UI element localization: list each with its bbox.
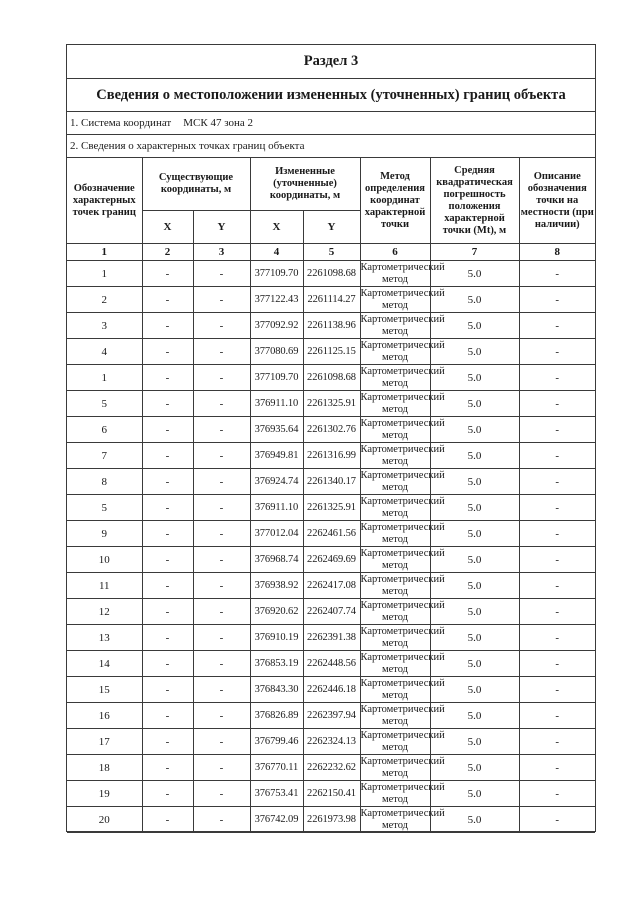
existing-x-cell: - <box>142 417 193 443</box>
description-cell: - <box>519 573 595 599</box>
table-row <box>67 677 595 703</box>
accuracy-cell: 5.0 <box>430 313 519 339</box>
table-row <box>67 625 595 651</box>
changed-x-cell: 377109.70 <box>250 261 303 287</box>
changed-x-cell: 376753.41 <box>250 781 303 807</box>
description-cell: - <box>519 729 595 755</box>
table-row <box>67 443 595 469</box>
table-row <box>67 521 595 547</box>
existing-y-cell: - <box>193 599 250 625</box>
existing-x-cell: - <box>142 573 193 599</box>
changed-x-cell: 376938.92 <box>250 573 303 599</box>
existing-y-cell: - <box>193 703 250 729</box>
accuracy-cell: 5.0 <box>430 339 519 365</box>
table-row <box>67 573 595 599</box>
changed-y-cell: 2262469.69 <box>303 547 360 573</box>
existing-x-cell: - <box>142 703 193 729</box>
existing-y-cell: - <box>193 677 250 703</box>
changed-x-cell: 376935.64 <box>250 417 303 443</box>
existing-x-cell: - <box>142 677 193 703</box>
table-row <box>67 313 595 339</box>
description-cell: - <box>519 365 595 391</box>
accuracy-cell: 5.0 <box>430 443 519 469</box>
accuracy-cell: 5.0 <box>430 547 519 573</box>
column-number: 6 <box>360 244 430 261</box>
method-cell: Картометрический метод <box>360 392 445 415</box>
existing-y-cell: - <box>193 781 250 807</box>
description-cell: - <box>519 625 595 651</box>
changed-x-cell: 376924.74 <box>250 469 303 495</box>
method-cell: Картометрический метод <box>360 808 445 831</box>
description-cell: - <box>519 755 595 781</box>
existing-x-cell: - <box>142 339 193 365</box>
changed-y-cell: 2262150.41 <box>303 781 360 807</box>
description-cell: - <box>519 599 595 625</box>
table-row <box>67 261 595 287</box>
description-cell: - <box>519 287 595 313</box>
point-number-cell: 5 <box>67 495 142 521</box>
table-row <box>67 469 595 495</box>
existing-y-cell: - <box>193 521 250 547</box>
column-number: 1 <box>67 244 142 261</box>
existing-y-cell: - <box>193 261 250 287</box>
existing-y-cell: - <box>193 495 250 521</box>
header-changed-coords: Измененные (уточненные) координаты, м <box>250 158 360 211</box>
existing-x-cell: - <box>142 443 193 469</box>
existing-x-cell: - <box>142 651 193 677</box>
method-cell: Картометрический метод <box>360 314 445 337</box>
changed-y-cell: 2261098.68 <box>303 261 360 287</box>
changed-x-cell: 376853.19 <box>250 651 303 677</box>
changed-y-cell: 2262391.38 <box>303 625 360 651</box>
point-number-cell: 16 <box>67 703 142 729</box>
changed-y-cell: 2262446.18 <box>303 677 360 703</box>
table-row <box>67 755 595 781</box>
existing-x-cell: - <box>142 365 193 391</box>
changed-y-cell: 2261302.76 <box>303 417 360 443</box>
changed-y-cell: 2261325.91 <box>303 391 360 417</box>
object-title: Сведения о местоположении измененных (уточненных) границ объекта <box>67 79 595 112</box>
method-cell: Картометрический метод <box>360 678 445 701</box>
existing-y-cell: - <box>193 807 250 833</box>
changed-y-cell: 2262417.08 <box>303 573 360 599</box>
column-number: 7 <box>430 244 519 261</box>
description-cell: - <box>519 703 595 729</box>
changed-x-cell: 376949.81 <box>250 443 303 469</box>
table-row <box>67 729 595 755</box>
table-row <box>67 703 595 729</box>
accuracy-cell: 5.0 <box>430 261 519 287</box>
existing-y-cell: - <box>193 625 250 651</box>
accuracy-cell: 5.0 <box>430 755 519 781</box>
changed-y-cell: 2261325.91 <box>303 495 360 521</box>
changed-y-cell: 2262397.94 <box>303 703 360 729</box>
existing-y-cell: - <box>193 313 250 339</box>
existing-y-cell: - <box>193 365 250 391</box>
point-number-cell: 17 <box>67 729 142 755</box>
existing-x-cell: - <box>142 287 193 313</box>
changed-x-cell: 376826.89 <box>250 703 303 729</box>
point-number-cell: 18 <box>67 755 142 781</box>
existing-y-cell: - <box>193 417 250 443</box>
table-row <box>67 781 595 807</box>
existing-x-cell: - <box>142 261 193 287</box>
description-cell: - <box>519 469 595 495</box>
point-number-cell: 7 <box>67 443 142 469</box>
accuracy-cell: 5.0 <box>430 599 519 625</box>
points-caption: 2. Сведения о характерных точках границ объекта <box>67 135 595 158</box>
accuracy-cell: 5.0 <box>430 573 519 599</box>
existing-x-cell: - <box>142 807 193 833</box>
accuracy-cell: 5.0 <box>430 521 519 547</box>
changed-y-cell: 2261973.98 <box>303 807 360 833</box>
changed-x-cell: 376920.62 <box>250 599 303 625</box>
changed-y-cell: 2261125.15 <box>303 339 360 365</box>
changed-x-cell: 377122.43 <box>250 287 303 313</box>
accuracy-cell: 5.0 <box>430 417 519 443</box>
accuracy-cell: 5.0 <box>430 391 519 417</box>
table-row <box>67 391 595 417</box>
table-row <box>67 651 595 677</box>
changed-y-cell: 2262324.13 <box>303 729 360 755</box>
accuracy-cell: 5.0 <box>430 703 519 729</box>
method-cell: Картометрический метод <box>360 288 445 311</box>
document-page <box>66 44 596 832</box>
boundary-points-table <box>67 158 595 833</box>
column-number: 4 <box>250 244 303 261</box>
description-cell: - <box>519 391 595 417</box>
changed-x-cell: 377080.69 <box>250 339 303 365</box>
header-existing-coords: Существующие координаты, м <box>142 158 250 211</box>
existing-y-cell: - <box>193 469 250 495</box>
method-cell: Картометрический метод <box>360 548 445 571</box>
changed-x-cell: 376843.30 <box>250 677 303 703</box>
changed-y-cell: 2262407.74 <box>303 599 360 625</box>
section-title: Раздел 3 <box>67 45 595 79</box>
method-cell: Картометрический метод <box>360 262 445 285</box>
changed-x-cell: 376911.10 <box>250 391 303 417</box>
accuracy-cell: 5.0 <box>430 729 519 755</box>
changed-x-cell: 376770.11 <box>250 755 303 781</box>
accuracy-cell: 5.0 <box>430 365 519 391</box>
changed-y-cell: 2262461.56 <box>303 521 360 547</box>
method-cell: Картометрический метод <box>360 366 445 389</box>
method-cell: Картометрический метод <box>360 444 445 467</box>
existing-y-cell: - <box>193 547 250 573</box>
point-number-cell: 3 <box>67 313 142 339</box>
method-cell: Картометрический метод <box>360 730 445 753</box>
description-cell: - <box>519 443 595 469</box>
table-row <box>67 547 595 573</box>
existing-x-cell: - <box>142 625 193 651</box>
header-point-designation: Обозначение характерных точек границ <box>67 158 142 244</box>
point-number-cell: 11 <box>67 573 142 599</box>
method-cell: Картометрический метод <box>360 782 445 805</box>
changed-y-cell: 2261340.17 <box>303 469 360 495</box>
changed-y-cell: 2261114.27 <box>303 287 360 313</box>
existing-y-cell: - <box>193 573 250 599</box>
method-cell: Картометрический метод <box>360 574 445 597</box>
description-cell: - <box>519 677 595 703</box>
existing-x-cell: - <box>142 521 193 547</box>
table-body <box>67 261 595 833</box>
accuracy-cell: 5.0 <box>430 651 519 677</box>
point-number-cell: 13 <box>67 625 142 651</box>
method-cell: Картометрический метод <box>360 626 445 649</box>
method-cell: Картометрический метод <box>360 340 445 363</box>
changed-y-cell: 2261316.99 <box>303 443 360 469</box>
table-row <box>67 807 595 833</box>
description-cell: - <box>519 495 595 521</box>
point-number-cell: 19 <box>67 781 142 807</box>
column-number: 3 <box>193 244 250 261</box>
changed-x-cell: 376910.19 <box>250 625 303 651</box>
changed-x-cell: 376799.46 <box>250 729 303 755</box>
coord-system-label: 1. Система координат <box>70 117 172 129</box>
existing-y-cell: - <box>193 287 250 313</box>
description-cell: - <box>519 521 595 547</box>
existing-y-cell: - <box>193 443 250 469</box>
existing-x-cell: - <box>142 729 193 755</box>
changed-x-cell: 376742.09 <box>250 807 303 833</box>
column-number: 2 <box>142 244 193 261</box>
existing-x-cell: - <box>142 313 193 339</box>
accuracy-cell: 5.0 <box>430 469 519 495</box>
changed-y-cell: 2261138.96 <box>303 313 360 339</box>
description-cell: - <box>519 261 595 287</box>
accuracy-cell: 5.0 <box>430 495 519 521</box>
point-number-cell: 20 <box>67 807 142 833</box>
existing-y-cell: - <box>193 339 250 365</box>
changed-y-cell: 2262232.62 <box>303 755 360 781</box>
method-cell: Картометрический метод <box>360 600 445 623</box>
existing-y-cell: - <box>193 729 250 755</box>
changed-y-cell: 2261098.68 <box>303 365 360 391</box>
accuracy-cell: 5.0 <box>430 807 519 833</box>
method-cell: Картометрический метод <box>360 470 445 493</box>
column-number: 8 <box>519 244 595 261</box>
changed-x-cell: 377109.70 <box>250 365 303 391</box>
header-existing-x: X <box>142 211 193 244</box>
header-changed-x: X <box>250 211 303 244</box>
description-cell: - <box>519 313 595 339</box>
accuracy-cell: 5.0 <box>430 625 519 651</box>
table-row <box>67 495 595 521</box>
existing-x-cell: - <box>142 391 193 417</box>
description-cell: - <box>519 651 595 677</box>
existing-x-cell: - <box>142 469 193 495</box>
table-row <box>67 599 595 625</box>
table-row <box>67 417 595 443</box>
coord-system-row <box>67 112 595 135</box>
accuracy-cell: 5.0 <box>430 287 519 313</box>
method-cell: Картометрический метод <box>360 496 445 519</box>
existing-x-cell: - <box>142 547 193 573</box>
description-cell: - <box>519 781 595 807</box>
point-number-cell: 8 <box>67 469 142 495</box>
point-number-cell: 12 <box>67 599 142 625</box>
description-cell: - <box>519 339 595 365</box>
changed-x-cell: 376911.10 <box>250 495 303 521</box>
existing-x-cell: - <box>142 495 193 521</box>
column-number: 5 <box>303 244 360 261</box>
accuracy-cell: 5.0 <box>430 677 519 703</box>
point-number-cell: 15 <box>67 677 142 703</box>
existing-x-cell: - <box>142 599 193 625</box>
table-row <box>67 339 595 365</box>
existing-y-cell: - <box>193 391 250 417</box>
method-cell: Картометрический метод <box>360 522 445 545</box>
method-cell: Картометрический метод <box>360 418 445 441</box>
method-cell: Картометрический метод <box>360 652 445 675</box>
method-cell: Картометрический метод <box>360 704 445 727</box>
description-cell: - <box>519 807 595 833</box>
existing-x-cell: - <box>142 755 193 781</box>
description-cell: - <box>519 417 595 443</box>
description-cell: - <box>519 547 595 573</box>
header-changed-y: Y <box>303 211 360 244</box>
table-row <box>67 365 595 391</box>
changed-x-cell: 376968.74 <box>250 547 303 573</box>
point-number-cell: 1 <box>67 365 142 391</box>
header-method: Метод определения координат характерной точки <box>360 158 430 244</box>
existing-y-cell: - <box>193 755 250 781</box>
changed-x-cell: 377092.92 <box>250 313 303 339</box>
header-accuracy: Средняя квадратическая погрешность положения характерной точки (Mt), м <box>430 158 519 244</box>
method-cell: Картометрический метод <box>360 756 445 779</box>
table-row <box>67 287 595 313</box>
coord-system-value: МСК 47 зона 2 <box>183 117 253 129</box>
changed-x-cell: 377012.04 <box>250 521 303 547</box>
point-number-cell: 14 <box>67 651 142 677</box>
existing-x-cell: - <box>142 781 193 807</box>
header-existing-y: Y <box>193 211 250 244</box>
header-description: Описание обозначения точки на местности (при наличии) <box>519 158 595 244</box>
point-number-cell: 9 <box>67 521 142 547</box>
point-number-cell: 2 <box>67 287 142 313</box>
point-number-cell: 5 <box>67 391 142 417</box>
point-number-cell: 6 <box>67 417 142 443</box>
point-number-cell: 1 <box>67 261 142 287</box>
existing-y-cell: - <box>193 651 250 677</box>
accuracy-cell: 5.0 <box>430 781 519 807</box>
point-number-cell: 4 <box>67 339 142 365</box>
point-number-cell: 10 <box>67 547 142 573</box>
changed-y-cell: 2262448.56 <box>303 651 360 677</box>
